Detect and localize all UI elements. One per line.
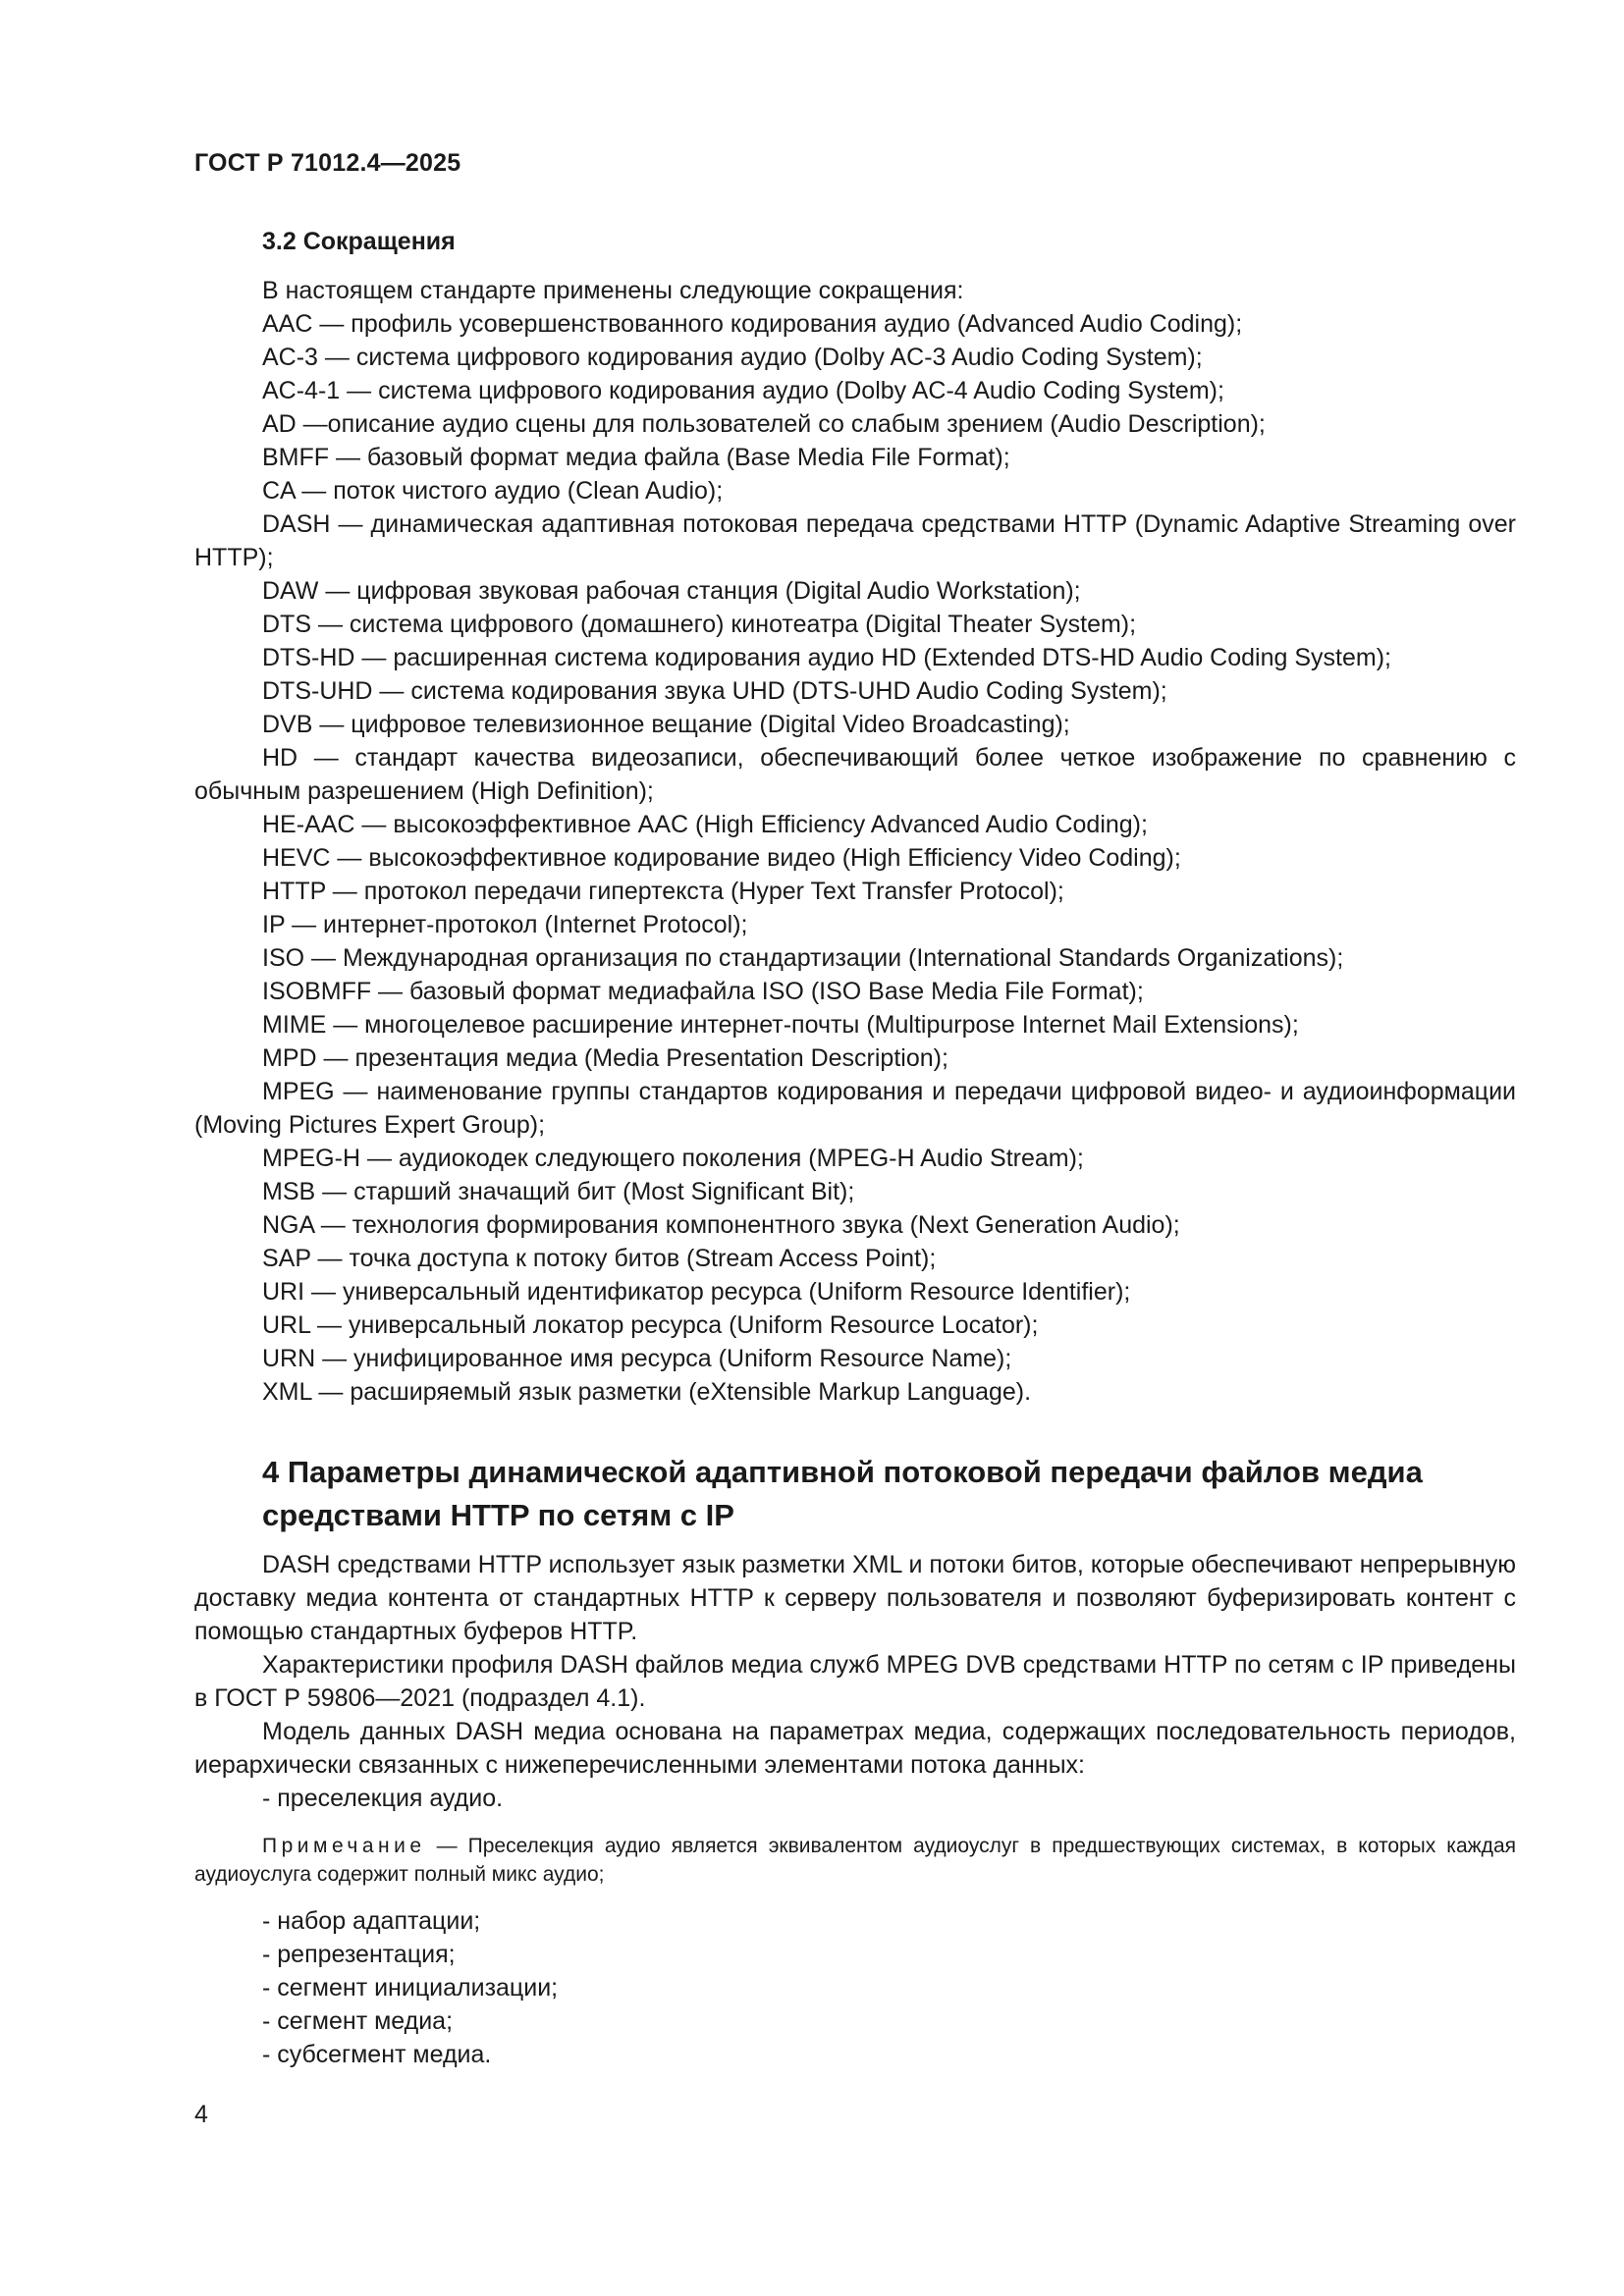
abbreviation-item: DTS-HD — расширенная система кодирования аудио HD (Extended DTS-HD Audio Coding System); <box>262 644 1391 671</box>
abbreviation-item: IP — интернет-протокол (Internet Protocol); <box>262 911 748 938</box>
abbreviation-item: MPEG — наименование группы стандартов кодирования и передачи цифровой видео- и аудиоинформации (Moving Pictures Expert Group); <box>194 1078 1516 1139</box>
abbreviation-item: AC-3 — система цифрового кодирования аудио (Dolby AC-3 Audio Coding System); <box>262 344 1203 371</box>
document-code-header: ГОСТ Р 71012.4—2025 <box>194 149 461 177</box>
abbreviations-intro: В настоящем стандарте применены следующие сокращения: <box>262 277 964 304</box>
abbreviation-item: HEVC — высокоэффективное кодирование видео (High Efficiency Video Coding); <box>262 844 1181 872</box>
abbreviation-item: NGA — технология формирования компонентного звука (Next Generation Audio); <box>262 1211 1180 1239</box>
list-item: - преселекция аудио. <box>262 1785 504 1812</box>
body-paragraph: Характеристики профиля DASH файлов медиа служб MPEG DVB средствами HTTP по сетям с IP приведены в ГОСТ Р 59806—2021 (подраздел 4.1). <box>194 1651 1516 1712</box>
abbreviation-item: URL — универсальный локатор ресурса (Uniform Resource Locator); <box>262 1311 1039 1339</box>
abbreviation-item: MPEG-H — аудиокодек следующего поколения (MPEG-H Audio Stream); <box>262 1145 1084 1172</box>
abbreviation-item: HTTP — протокол передачи гипертекста (Hyper Text Transfer Protocol); <box>262 878 1064 905</box>
abbreviation-item: MSB — старший значащий бит (Most Significant Bit); <box>262 1178 855 1205</box>
abbreviation-item: AD —описание аудио сцены для пользователей со слабым зрением (Audio Description); <box>262 410 1266 438</box>
body-paragraph: DASH средствами HTTP использует язык разметки XML и потоки битов, которые обеспечивают непрерывную доставку медиа контента от стандартных HTTP к серверу пользователя и позволяют буферизировать контент с помощью стандартных буферов HTTP. <box>194 1551 1516 1645</box>
abbreviation-item: ISOBMFF — базовый формат медиафайла ISO (ISO Base Media File Format); <box>262 978 1144 1005</box>
abbreviation-item: DASH — динамическая адаптивная потоковая передача средствами HTTP (Dynamic Adaptive Streaming over HTTP); <box>194 510 1516 571</box>
body-paragraph: Модель данных DASH медиа основана на параметрах медиа, содержащих последовательность периодов, иерархически связанных с нижеперечисленными элементами потока данных: <box>194 1718 1516 1779</box>
note <box>194 1832 1516 1889</box>
list-item: - набор адаптации; <box>262 1907 481 1935</box>
list-item: - репрезентация; <box>262 1941 456 1968</box>
section-3-2-heading: 3.2 Сокращения <box>262 228 456 255</box>
elements-list <box>194 1904 1516 2071</box>
abbreviation-item: ISO — Международная организация по стандартизации (International Standards Organizations); <box>262 944 1344 972</box>
note-label: Примечание <box>262 1835 426 1857</box>
abbreviation-item: DTS — система цифрового (домашнего) кинотеатра (Digital Theater System); <box>262 611 1137 638</box>
abbreviation-item: DTS-UHD — система кодирования звука UHD (DTS-UHD Audio Coding System); <box>262 677 1167 705</box>
note-text: — Преселекция аудио является эквивалентом аудиоуслуг в предшествующих системах, в которых каждая аудиоуслуга содержит полный микс аудио; <box>194 1835 1516 1886</box>
list-item: - сегмент инициализации; <box>262 1974 559 2002</box>
section-4-body <box>194 1548 1516 1815</box>
section-4-heading: 4 Параметры динамической адаптивной потоковой передачи файлов медиа средствами HTTP по сетям с IP <box>262 1455 1423 1532</box>
abbreviation-item: BMFF — базовый формат медиа файла (Base Media File Format); <box>262 444 1010 471</box>
abbreviation-item: HD — стандарт качества видеозаписи, обеспечивающий более четкое изображение по сравнению с обычным разрешением (High Definition); <box>194 744 1516 805</box>
abbreviation-item: CA — поток чистого аудио (Clean Audio); <box>262 477 724 505</box>
list-item: - сегмент медиа; <box>262 2007 454 2035</box>
abbreviation-item: SAP — точка доступа к потоку битов (Stream Access Point); <box>262 1245 937 1272</box>
abbreviation-item: URN — унифицированное имя ресурса (Uniform Resource Name); <box>262 1345 1012 1372</box>
list-item: - субсегмент медиа. <box>262 2041 492 2068</box>
abbreviation-item: HE-AAC — высокоэффективное AAC (High Efficiency Advanced Audio Coding); <box>262 811 1148 838</box>
abbreviation-item: MPD — презентация медиа (Media Presentation Description); <box>262 1044 948 1072</box>
abbreviation-item: DVB — цифровое телевизионное вещание (Digital Video Broadcasting); <box>262 711 1070 738</box>
abbreviation-item: MIME — многоцелевое расширение интернет-почты (Multipurpose Internet Mail Extensions); <box>262 1011 1299 1039</box>
abbreviations-list <box>194 274 1516 1409</box>
abbreviation-item: AAC — профиль усовершенствованного кодирования аудио (Advanced Audio Coding); <box>262 310 1243 338</box>
abbreviation-item: URI — универсальный идентификатор ресурса (Uniform Resource Identifier); <box>262 1278 1131 1306</box>
abbreviation-item: XML — расширяемый язык разметки (eXtensible Markup Language). <box>262 1378 1032 1406</box>
page-number: 4 <box>194 2101 208 2128</box>
abbreviation-item: AC-4-1 — система цифрового кодирования аудио (Dolby AC-4 Audio Coding System); <box>262 377 1224 404</box>
abbreviation-item: DAW — цифровая звуковая рабочая станция (Digital Audio Workstation); <box>262 577 1081 605</box>
